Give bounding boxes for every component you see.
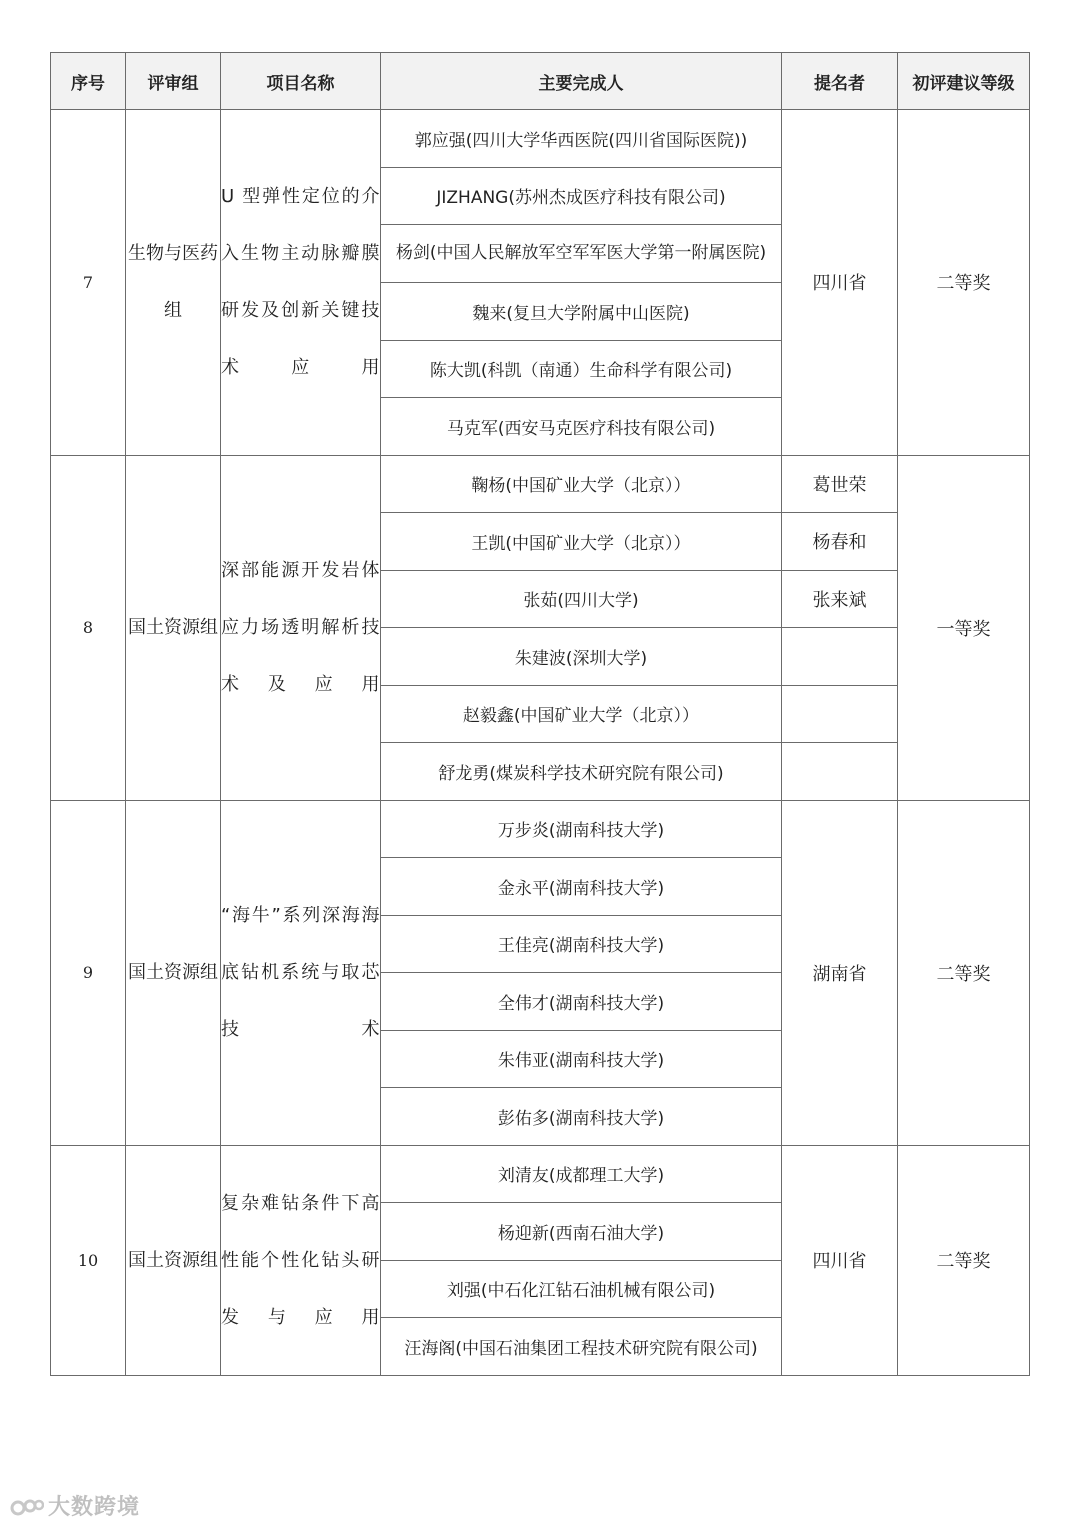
table-row (51, 110, 1030, 168)
project-cell: “海牛”系列深海海底钻机系统与取芯技术 (221, 800, 381, 1145)
person-cell: 魏来(复旦大学附属中山医院) (381, 283, 782, 341)
project-cell: 深部能源开发岩体应力场透明解析技术及应用 (221, 455, 381, 800)
watermark (10, 1490, 140, 1521)
header-persons: 主要完成人 (381, 53, 782, 110)
table-row (51, 1145, 1030, 1203)
grade-cell: 一等奖 (898, 455, 1030, 800)
group-cell: 生物与医药组 (126, 110, 221, 456)
person-cell: 朱伟亚(湖南科技大学) (381, 1030, 782, 1088)
grade-cell: 二等奖 (898, 1145, 1030, 1375)
person-cell: 全伟才(湖南科技大学) (381, 973, 782, 1031)
nominator-cell: 杨春和 (782, 513, 898, 571)
nominator-cell: 湖南省 (782, 800, 898, 1145)
header-project: 项目名称 (221, 53, 381, 110)
header-row (51, 53, 1030, 110)
person-cell: 舒龙勇(煤炭科学技术研究院有限公司) (381, 743, 782, 801)
seq-cell: 9 (51, 800, 126, 1145)
person-cell: 万步炎(湖南科技大学) (381, 800, 782, 858)
watermark-logo-icon (10, 1496, 44, 1520)
seq-cell: 8 (51, 455, 126, 800)
table-row (51, 455, 1030, 513)
nominator-cell-empty (782, 743, 898, 801)
person-cell: 朱建波(深圳大学) (381, 628, 782, 686)
header-nominator: 提名者 (782, 53, 898, 110)
person-cell: 鞠杨(中国矿业大学（北京）） (381, 455, 782, 513)
person-cell: 马克军(西安马克医疗科技有限公司) (381, 398, 782, 456)
project-cell: 复杂难钻条件下高性能个性化钻头研发与应用 (221, 1145, 381, 1375)
person-cell: 金永平(湖南科技大学) (381, 858, 782, 916)
nominator-cell: 四川省 (782, 110, 898, 456)
nominator-cell-empty (782, 685, 898, 743)
watermark-text: 大数跨境 (48, 1495, 141, 1520)
header-grade: 初评建议等级 (898, 53, 1030, 110)
header-group: 评审组 (126, 53, 221, 110)
table-row (51, 800, 1030, 858)
nominator-cell: 葛世荣 (782, 455, 898, 513)
group-cell: 国土资源组 (126, 800, 221, 1145)
person-cell: 王佳亮(湖南科技大学) (381, 915, 782, 973)
person-cell: 刘强(中石化江钻石油机械有限公司) (381, 1260, 782, 1318)
person-cell: 王凯(中国矿业大学（北京）） (381, 513, 782, 571)
nominator-cell: 张来斌 (782, 570, 898, 628)
person-cell: 汪海阁(中国石油集团工程技术研究院有限公司) (381, 1318, 782, 1376)
group-cell: 国土资源组 (126, 1145, 221, 1375)
nominator-cell-empty (782, 628, 898, 686)
project-cell: U 型弹性定位的介入生物主动脉瓣膜研发及创新关键技术应用 (221, 110, 381, 456)
award-table (50, 52, 1030, 1376)
person-cell: JIZHANG(苏州杰成医疗科技有限公司) (381, 167, 782, 225)
grade-cell: 二等奖 (898, 110, 1030, 456)
group-cell: 国土资源组 (126, 455, 221, 800)
person-cell: 张茹(四川大学) (381, 570, 782, 628)
header-seq: 序号 (51, 53, 126, 110)
nominator-cell: 四川省 (782, 1145, 898, 1375)
person-cell: 杨迎新(西南石油大学) (381, 1203, 782, 1261)
person-cell: 彭佑多(湖南科技大学) (381, 1088, 782, 1146)
seq-cell: 7 (51, 110, 126, 456)
grade-cell: 二等奖 (898, 800, 1030, 1145)
person-cell: 郭应强(四川大学华西医院(四川省国际医院)) (381, 110, 782, 168)
person-cell: 刘清友(成都理工大学) (381, 1145, 782, 1203)
person-cell: 杨剑(中国人民解放军空军军医大学第一附属医院) (381, 225, 782, 283)
seq-cell: 10 (51, 1145, 126, 1375)
person-cell: 陈大凯(科凯（南通）生命科学有限公司) (381, 340, 782, 398)
person-cell: 赵毅鑫(中国矿业大学（北京）） (381, 685, 782, 743)
